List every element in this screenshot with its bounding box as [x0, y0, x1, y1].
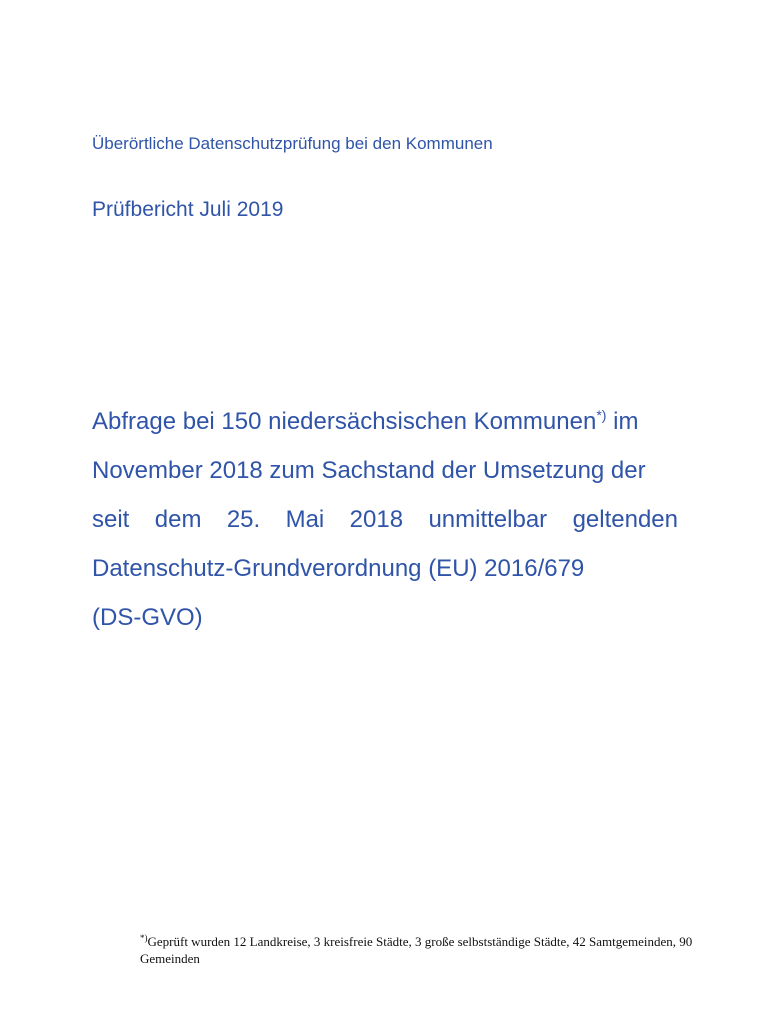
heading-line-2: November 2018 zum Sachstand der Umsetzung der — [92, 457, 646, 484]
heading-line-3 — [92, 495, 678, 544]
footnote-marker: *) — [140, 933, 148, 943]
heading-line-1 — [92, 397, 678, 446]
heading-word: 25. — [226, 506, 261, 533]
footnote-reference-marker: *) — [596, 407, 607, 423]
heading-word: dem — [154, 506, 202, 533]
heading-word: unmittelbar — [428, 506, 548, 533]
footnote-text: Geprüft wurden 12 Landkreise, 3 kreisfreie Städte, 3 große selbstständige Städte, 42 Samtgemeinden, 90 Gemeinden — [140, 934, 693, 966]
heading-word: 2018 — [349, 506, 404, 533]
heading-line-1-tail: im — [606, 408, 639, 435]
document-supertitle: Überörtliche Datenschutzprüfung bei den Kommunen — [92, 134, 493, 153]
heading-line-4: Datenschutz-Grundverordnung (EU) 2016/679 — [92, 555, 585, 582]
main-heading — [92, 397, 678, 642]
heading-line-1-text: Abfrage bei 150 niedersächsischen Kommunen — [92, 408, 597, 435]
heading-word: seit — [92, 506, 130, 533]
footnote — [140, 933, 700, 967]
heading-word: Mai — [285, 506, 325, 533]
heading-line-5: (DS-GVO) — [92, 604, 203, 631]
heading-word: geltenden — [572, 506, 678, 533]
report-title: Prüfbericht Juli 2019 — [92, 198, 284, 221]
